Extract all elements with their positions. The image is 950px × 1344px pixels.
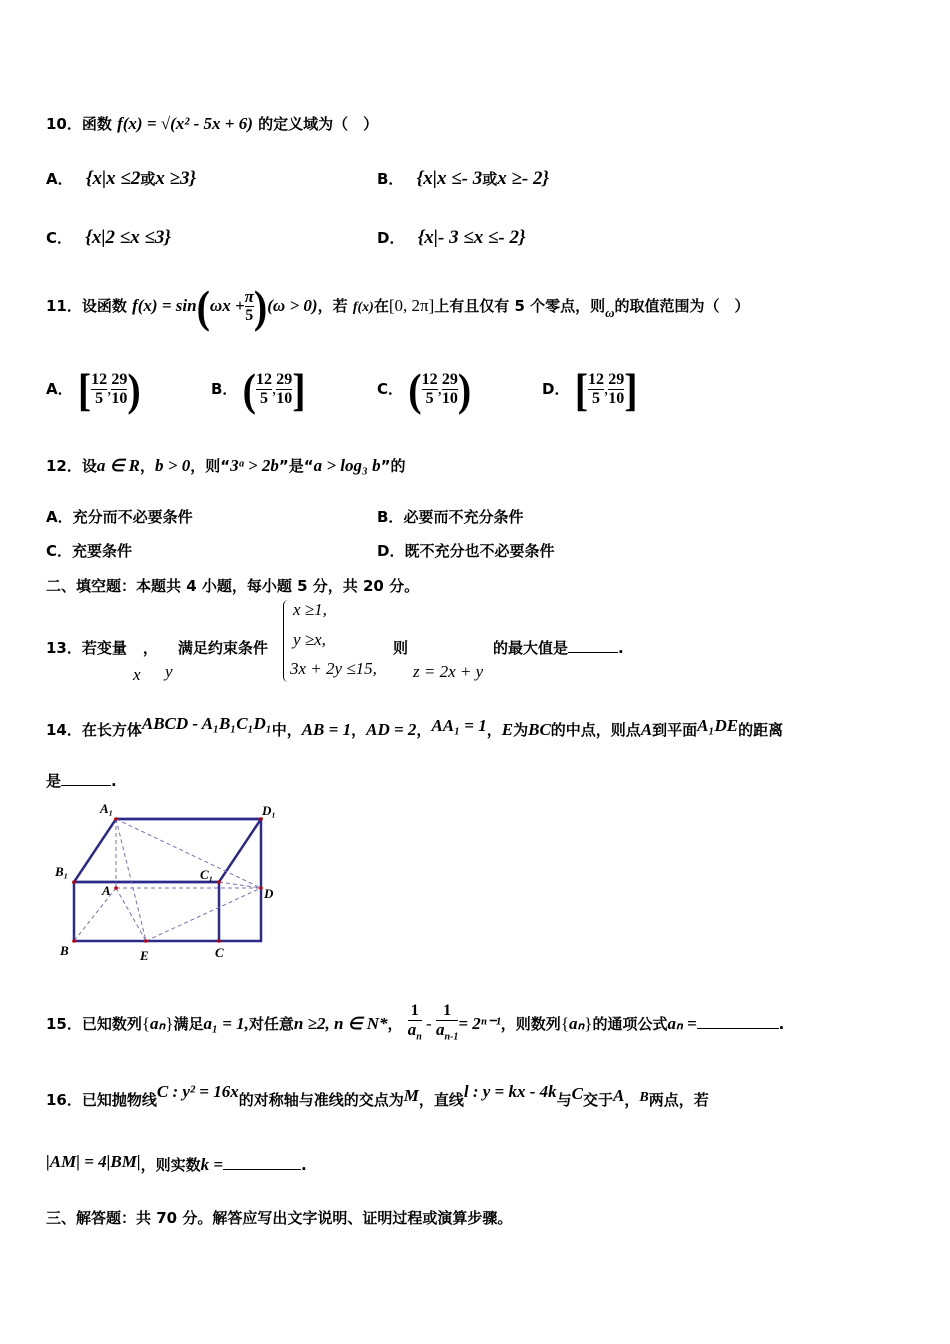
q14-box: ABCD - A₁B₁C₁D₁ [141,714,272,733]
frac-num: 29 [441,371,458,388]
q11-text-3: 上有且仅有 5 个零点，则 [434,297,606,315]
option-math: {x|- 3 ≤x ≤- 2} [417,227,526,248]
frac-1 [422,371,438,408]
q12-is: ”是“ [278,457,314,475]
q15-text-3: ，则数列 [500,1015,561,1033]
q11-text-4: 的取值范围为（ ） [614,297,750,315]
frac-num: 29 [276,371,293,388]
q12-comma: ， [140,457,156,475]
option-right-bracket: ) [457,363,472,415]
frac-2 [111,371,127,408]
q13-line [46,637,268,658]
q12-line [46,455,406,476]
option-math-2: x ≥3} [155,168,197,189]
q14-bc: BC [528,720,551,739]
q14-text-1: 的中点，则点 [550,721,641,739]
line-a1-e [116,819,146,941]
q10-option-d [377,227,526,249]
label-d: D [264,886,274,901]
q15-frac-1: $\frac{1}{a_n}$ [407,1002,422,1043]
q10-line [46,113,378,134]
q15-an: aₙ [150,1014,166,1033]
label-e: E [140,948,149,963]
q14-end: . [111,772,117,790]
q14-mid: 中， [271,721,302,739]
q16-text-3: 与 [556,1091,572,1109]
q13-end: . [618,639,624,657]
label-a: A [102,883,111,898]
q13-comma: ， [142,639,158,657]
option-math: {x|x ≤2 [85,168,141,189]
option-left-bracket: ( [408,363,422,415]
option-label: C． [46,229,73,247]
q10-option-a [46,168,196,190]
q16-parabola: C : y² = 16x [156,1082,239,1101]
q15-a1: a₁ = 1, [203,1014,249,1033]
q16-number: 16．已知抛物线 [46,1091,157,1109]
q16-eq: |AM| = 4|BM| [46,1152,141,1171]
option-right-bracket: ] [624,363,638,415]
q10-formula: f(x) = √(x² - 5x + 6) [117,114,253,133]
q15-eq: = 2ⁿ⁻¹ [458,1014,501,1033]
q13-answer-blank [568,652,618,653]
q12-cond1: 3ᵃ > 2b [230,456,279,475]
frac-den: 5 [245,307,254,324]
q15-frac-2: $\frac{1}{a_{n-1}}$ [435,1002,459,1043]
q11-option-b: B． ( $\frac{12}{5}$ , $\frac{29}{10}$ ] [211,363,306,415]
option-math: {x|2 ≤x ≤3} [85,227,172,248]
q10-option-c [46,227,171,249]
q16-text-6: ，则实数 [140,1156,201,1174]
q13-var-y: y [165,662,173,681]
q11-omega: ω [605,305,615,320]
q14-plane: A₁DE [697,716,739,735]
frac-num: 29 [608,371,625,388]
option-left-bracket: ( [242,363,256,415]
q16-a: A [613,1086,625,1105]
frac-den: 5 [260,390,268,407]
q13-system-brace [283,600,288,682]
frac-den: 5 [425,390,434,407]
frac-num: 12 [588,371,605,388]
frac-den: 10 [608,390,625,407]
option-join: 或 [482,170,498,188]
q14-text-4: 是 [46,772,62,790]
q16-line-2 [46,1152,307,1175]
q11-paren-left: ( [196,280,210,332]
q15-line: 15．已知数列{aₙ}满足a₁ = 1,对任意n ≥2, n ∈ N*， $\frac{1}{a_n}$ - $\frac{1}{a_{n-1}}$ = 2ⁿ⁻¹，则数列{aₙ}的通项公式aₙ = . [46,1001,784,1047]
q15-comma: ， [387,1015,403,1033]
label-b: B [60,943,69,958]
line-e-d [146,888,261,941]
q12-a-in-r: a ∈ R [96,456,141,475]
q11-text-1: ，若 [317,297,348,315]
q11-option-d: D． [ $\frac{12}{5}$ , $\frac{29}{10}$ ] [542,363,638,415]
option-text: 充分而不必要条件 [72,508,193,526]
q15-an-eq: aₙ = [667,1014,697,1033]
q13-text-2: 的最大值是 [493,639,569,657]
q10-tail: 的定义域为（ ） [258,115,379,133]
option-text: 充要条件 [72,542,133,560]
q16-line-eq: l : y = kx - 4k [463,1082,557,1101]
q15-text-4: 的通项公式 [592,1015,668,1033]
q12-option-c [46,540,132,561]
line-a-e [116,888,146,941]
frac-den: 5 [592,390,601,407]
q11-option-a: A． [ $\frac{12}{5}$ , $\frac{29}{10}$ ) [46,363,141,415]
q14-number: 14．在长方体 [46,721,142,739]
q11-line [46,280,750,332]
q11-interval: [0, 2π] [388,296,435,315]
cuboid-figure [50,800,290,965]
frac-num: 12 [256,371,272,388]
option-label: C． [46,542,73,560]
option-left-bracket: [ [77,363,92,415]
q12-option-d [377,540,554,561]
q11-paren-right: ) [253,280,268,332]
q16-end: . [301,1156,307,1174]
q11-formula-b: ωx + [209,296,245,315]
q12-number: 12．设 [46,457,97,475]
option-text: 既不充分也不必要条件 [404,542,555,560]
q14-answer-blank [61,785,111,786]
q11-fx: f(x) [352,300,374,315]
section-3-heading: 三、解答题：共 70 分。解答应写出文字说明、证明过程或演算步骤。 [46,1209,513,1227]
q14-a: A [640,720,653,739]
top-face [74,819,261,882]
edge-back-solid [116,819,261,941]
q12-de: ”的 [380,457,406,475]
q11-pi-frac [245,288,254,325]
q14-line-2 [46,770,117,791]
q10-number: 10．函数 [46,115,112,133]
option-join: 或 [140,170,156,188]
q13-constraint-1: x ≥1, [293,600,327,619]
frac-den: 10 [111,390,128,407]
option-label: B． [377,170,404,188]
option-math-2: x ≥- 2} [497,168,550,189]
label-c1: C₁ [200,867,214,882]
q14-ad: AD = 2 [366,720,417,739]
q13-tail [493,637,624,658]
q13-then: 则 [393,639,409,657]
option-label: A． [46,508,73,526]
frac-2 [442,371,458,408]
q14-wei: 为 [513,721,529,739]
frac-num: 29 [111,371,128,388]
frac-num: 12 [91,371,108,388]
option-label: A． [46,380,73,398]
q11-text-2: 在 [373,297,389,315]
q13-objective: z = 2x + y [413,662,484,681]
q16-comma: ， [624,1091,640,1109]
q16-text-1: 的对称轴与准线的交点为 [238,1091,404,1109]
option-left-bracket: [ [574,363,589,415]
q15-end: . [778,1015,785,1033]
label-d1: D₁ [262,803,276,818]
option-math: {x|x ≤- 3 [416,168,483,189]
q16-m: M [403,1086,419,1105]
frac-1 [588,371,604,408]
frac-den: 10 [276,390,293,407]
q13-constraint-2: y ≥x, [293,630,326,649]
q14-ab: AB = 1 [301,720,352,739]
q16-b: B [639,1090,649,1105]
label-a1: A₁ [100,801,114,816]
q14-e: E [501,720,514,739]
q11-formula-a: f(x) = sin [132,296,197,315]
q12-b-pos: b > 0 [155,456,191,475]
q12-option-b [377,506,523,527]
frac-1 [256,371,272,408]
q12-cond2: a > log₃ b [313,456,381,475]
q11-number: 11．设函数 [46,297,127,315]
frac-num: π [244,287,254,306]
q14-aa1: AA₁ = 1 [431,716,487,735]
frac-1 [91,371,107,408]
q10-option-b [377,168,549,190]
option-label: B． [211,380,238,398]
q14-line: 14．在长方体ABCD - A₁B₁C₁D₁中，AB = 1，AD = 2，AA₁ = 1，E为BC的中点，则点A到平面A₁DE的距离 [46,714,784,739]
option-label: B． [377,508,404,526]
frac-den: 10 [441,390,458,407]
q15-number: 15．已知数列 [46,1015,142,1033]
line-c1-d [219,882,261,888]
q15-an-2: aₙ [568,1014,585,1033]
section-2-heading: 二、填空题：本题共 4 小题，每小题 5 分，共 20 分。 [46,577,420,595]
frac-2 [608,371,624,408]
q15-cond: n ≥2, n ∈ N* [293,1014,388,1033]
q16-line [46,1082,709,1110]
label-c: C [215,945,224,960]
q16-c: C [571,1084,584,1103]
q15-answer-blank [697,1028,779,1029]
option-right-bracket: ) [127,363,141,415]
q13-number: 13．若变量 [46,639,127,657]
front-face [74,882,219,941]
option-label: D． [377,542,405,560]
q15-text-1: 满足 [173,1015,204,1033]
q16-k: k = [200,1155,224,1174]
option-text: 必要而不充分条件 [403,508,524,526]
q16-text-4: 交于 [583,1091,614,1109]
q16-answer-blank [223,1169,301,1170]
frac-2 [276,371,292,408]
q15-text-2: 对任意 [248,1015,294,1033]
q13-constraint-3: 3x + 2y ≤15, [290,659,377,678]
option-right-bracket: ] [292,363,306,415]
q16-text-2: ，直线 [418,1091,464,1109]
q14-text-3: 的距离 [738,721,784,739]
option-label: D． [377,229,405,247]
option-label: C． [377,380,404,398]
q11-option-c: C． ( $\frac{12}{5}$ , $\frac{29}{10}$ ) [377,363,472,415]
frac-den: 5 [95,390,104,407]
q11-cond: (ω > 0) [267,296,318,315]
option-label: D． [542,380,570,398]
option-label: A． [46,170,73,188]
q13-text-1: 满足约束条件 [177,639,268,657]
label-b1: B₁ [55,864,69,879]
q12-option-a [46,506,193,527]
frac-num: 12 [421,371,438,388]
q14-text-2: 到平面 [652,721,698,739]
q13-var-x: x [133,665,141,684]
q12-then: ，则“ [190,457,231,475]
q16-text-5: 两点，若 [648,1091,709,1109]
